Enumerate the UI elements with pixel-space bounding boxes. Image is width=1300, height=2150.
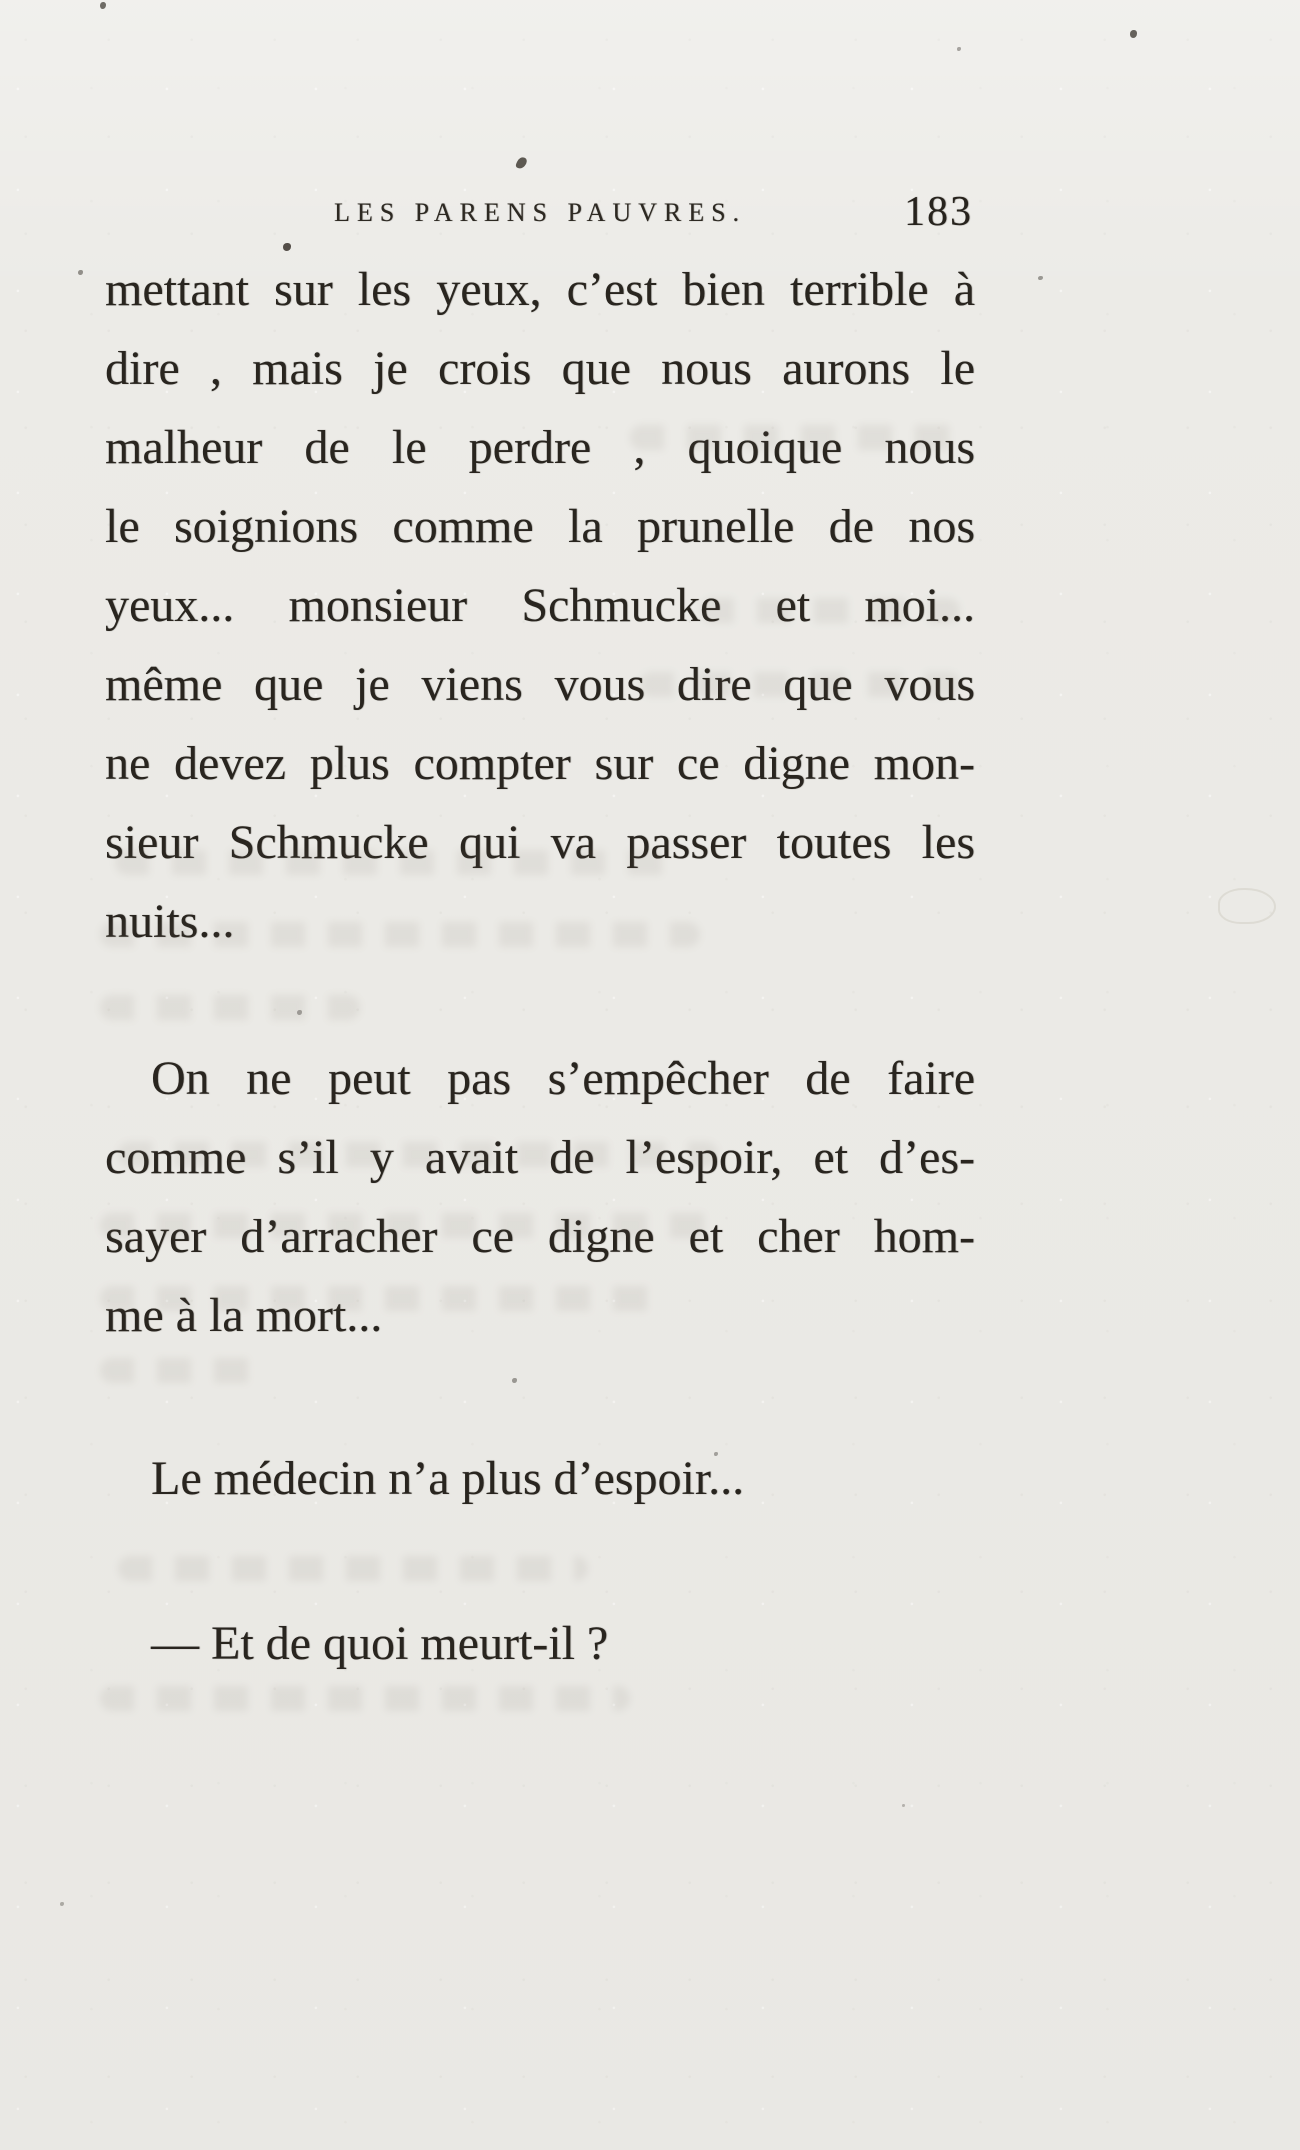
paper-speck xyxy=(60,1902,64,1906)
bleed-through-smudge xyxy=(118,1142,718,1167)
bleed-through-smudge xyxy=(115,850,675,875)
paragraph xyxy=(105,1439,975,1518)
paper-speck xyxy=(100,2,106,9)
bleed-through-smudge xyxy=(640,672,960,697)
edge-artifact xyxy=(1218,888,1276,924)
paper-speck xyxy=(78,270,83,275)
text-line: me à la mort... xyxy=(105,1289,383,1342)
bleed-through-smudge xyxy=(118,1556,588,1581)
text-line: yeux... monsieur Schmucke et moi... xyxy=(105,579,975,632)
text-line: Le médecin n’a plus d’espoir... xyxy=(151,1452,745,1505)
paragraph xyxy=(105,1604,975,1683)
paper-speck xyxy=(515,156,528,171)
text-line: nuits... xyxy=(105,895,235,948)
text-line: malheur de le perdre , quoique nous xyxy=(105,421,975,474)
bleed-through-smudge xyxy=(100,1358,270,1383)
text-line: dire , mais je crois que nous aurons le xyxy=(105,342,975,395)
text-line: sieur Schmucke qui va passer toutes les xyxy=(105,816,975,869)
text-line: ne devez plus compter sur ce digne mon- xyxy=(105,737,975,790)
bleed-through-smudge xyxy=(100,1286,660,1311)
text-line: — Et de quoi meurt-il ? xyxy=(151,1617,609,1670)
text-line: le soignions comme la prunelle de nos xyxy=(105,500,975,553)
running-title: LES PARENS PAUVRES. xyxy=(333,198,747,227)
text-line: mettant sur les yeux, c’est bien terrible à xyxy=(105,263,975,316)
page-number: 183 xyxy=(904,189,973,235)
text-line: même que je viens vous dire que vous xyxy=(105,658,975,711)
text-line: On ne peut pas s’empêcher de faire xyxy=(151,1052,975,1105)
paper-speck xyxy=(957,47,961,51)
bleed-through-smudge xyxy=(100,995,360,1020)
bleed-through-smudge xyxy=(100,922,700,947)
text-line: comme s’il y avait de l’espoir, et d’es- xyxy=(105,1131,975,1184)
paper-speck xyxy=(1038,276,1043,280)
page-header xyxy=(105,189,975,252)
bleed-through-smudge xyxy=(100,1686,630,1711)
text-line: sayer d’arracher ce digne et cher hom- xyxy=(105,1210,975,1263)
page-body-text xyxy=(105,250,975,1683)
paper-speck xyxy=(902,1804,905,1807)
paper-speck xyxy=(1130,30,1137,38)
bleed-through-smudge xyxy=(700,598,960,623)
bleed-through-smudge xyxy=(630,425,960,450)
bleed-through-smudge xyxy=(100,1213,720,1238)
